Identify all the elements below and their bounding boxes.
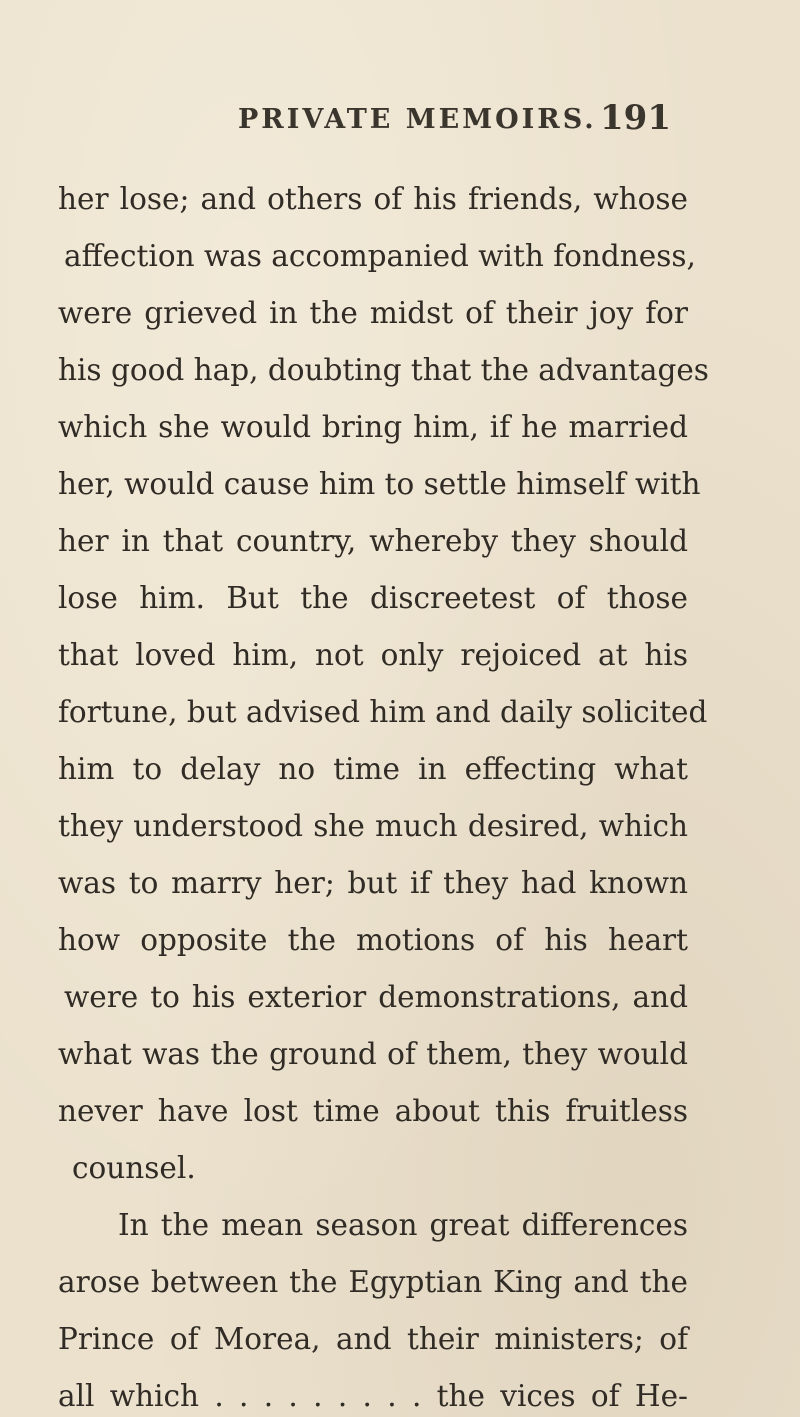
text-line: In the mean season great differences: [118, 1208, 688, 1242]
text-line: was to marry her; but if they had known: [58, 866, 688, 900]
text-line: counsel.: [72, 1151, 196, 1185]
text-line: were to his exterior demonstrations, and: [64, 980, 688, 1014]
text-line: were grieved in the midst of their joy for: [58, 296, 688, 330]
text-line: how opposite the motions of his heart: [58, 923, 688, 957]
text-line: her in that country, whereby they should: [58, 524, 688, 558]
text-line: lose him. But the discreetest of those: [58, 581, 688, 615]
running-head: PRIVATE MEMOIRS.: [238, 104, 597, 135]
text-line: what was the ground of them, they would: [58, 1037, 688, 1071]
text-line: which she would bring him, if he married: [58, 410, 688, 444]
text-line: her, would cause him to settle himself with: [58, 467, 701, 501]
text-line: that loved him, not only rejoiced at his: [58, 638, 688, 672]
text-line: they understood she much desired, which: [58, 809, 688, 843]
text-line: never have lost time about this fruitless: [58, 1094, 688, 1128]
page-header: [0, 98, 800, 154]
text-line: him to delay no time in effecting what: [58, 752, 688, 786]
text-line: Prince of Morea, and their ministers; of: [58, 1322, 688, 1356]
text-line: arose between the Egyptian King and the: [58, 1265, 688, 1299]
page-number: 191: [600, 98, 671, 138]
text-line: fortune, but advised him and daily solicited: [58, 695, 708, 729]
text-line: affection was accompanied with fondness,: [64, 239, 696, 273]
text-line: all which . . . . . . . . . the vices of He-: [58, 1379, 688, 1413]
text-line: his good hap, doubting that the advantages: [58, 353, 709, 387]
text-line: her lose; and others of his friends, whose: [58, 182, 688, 216]
